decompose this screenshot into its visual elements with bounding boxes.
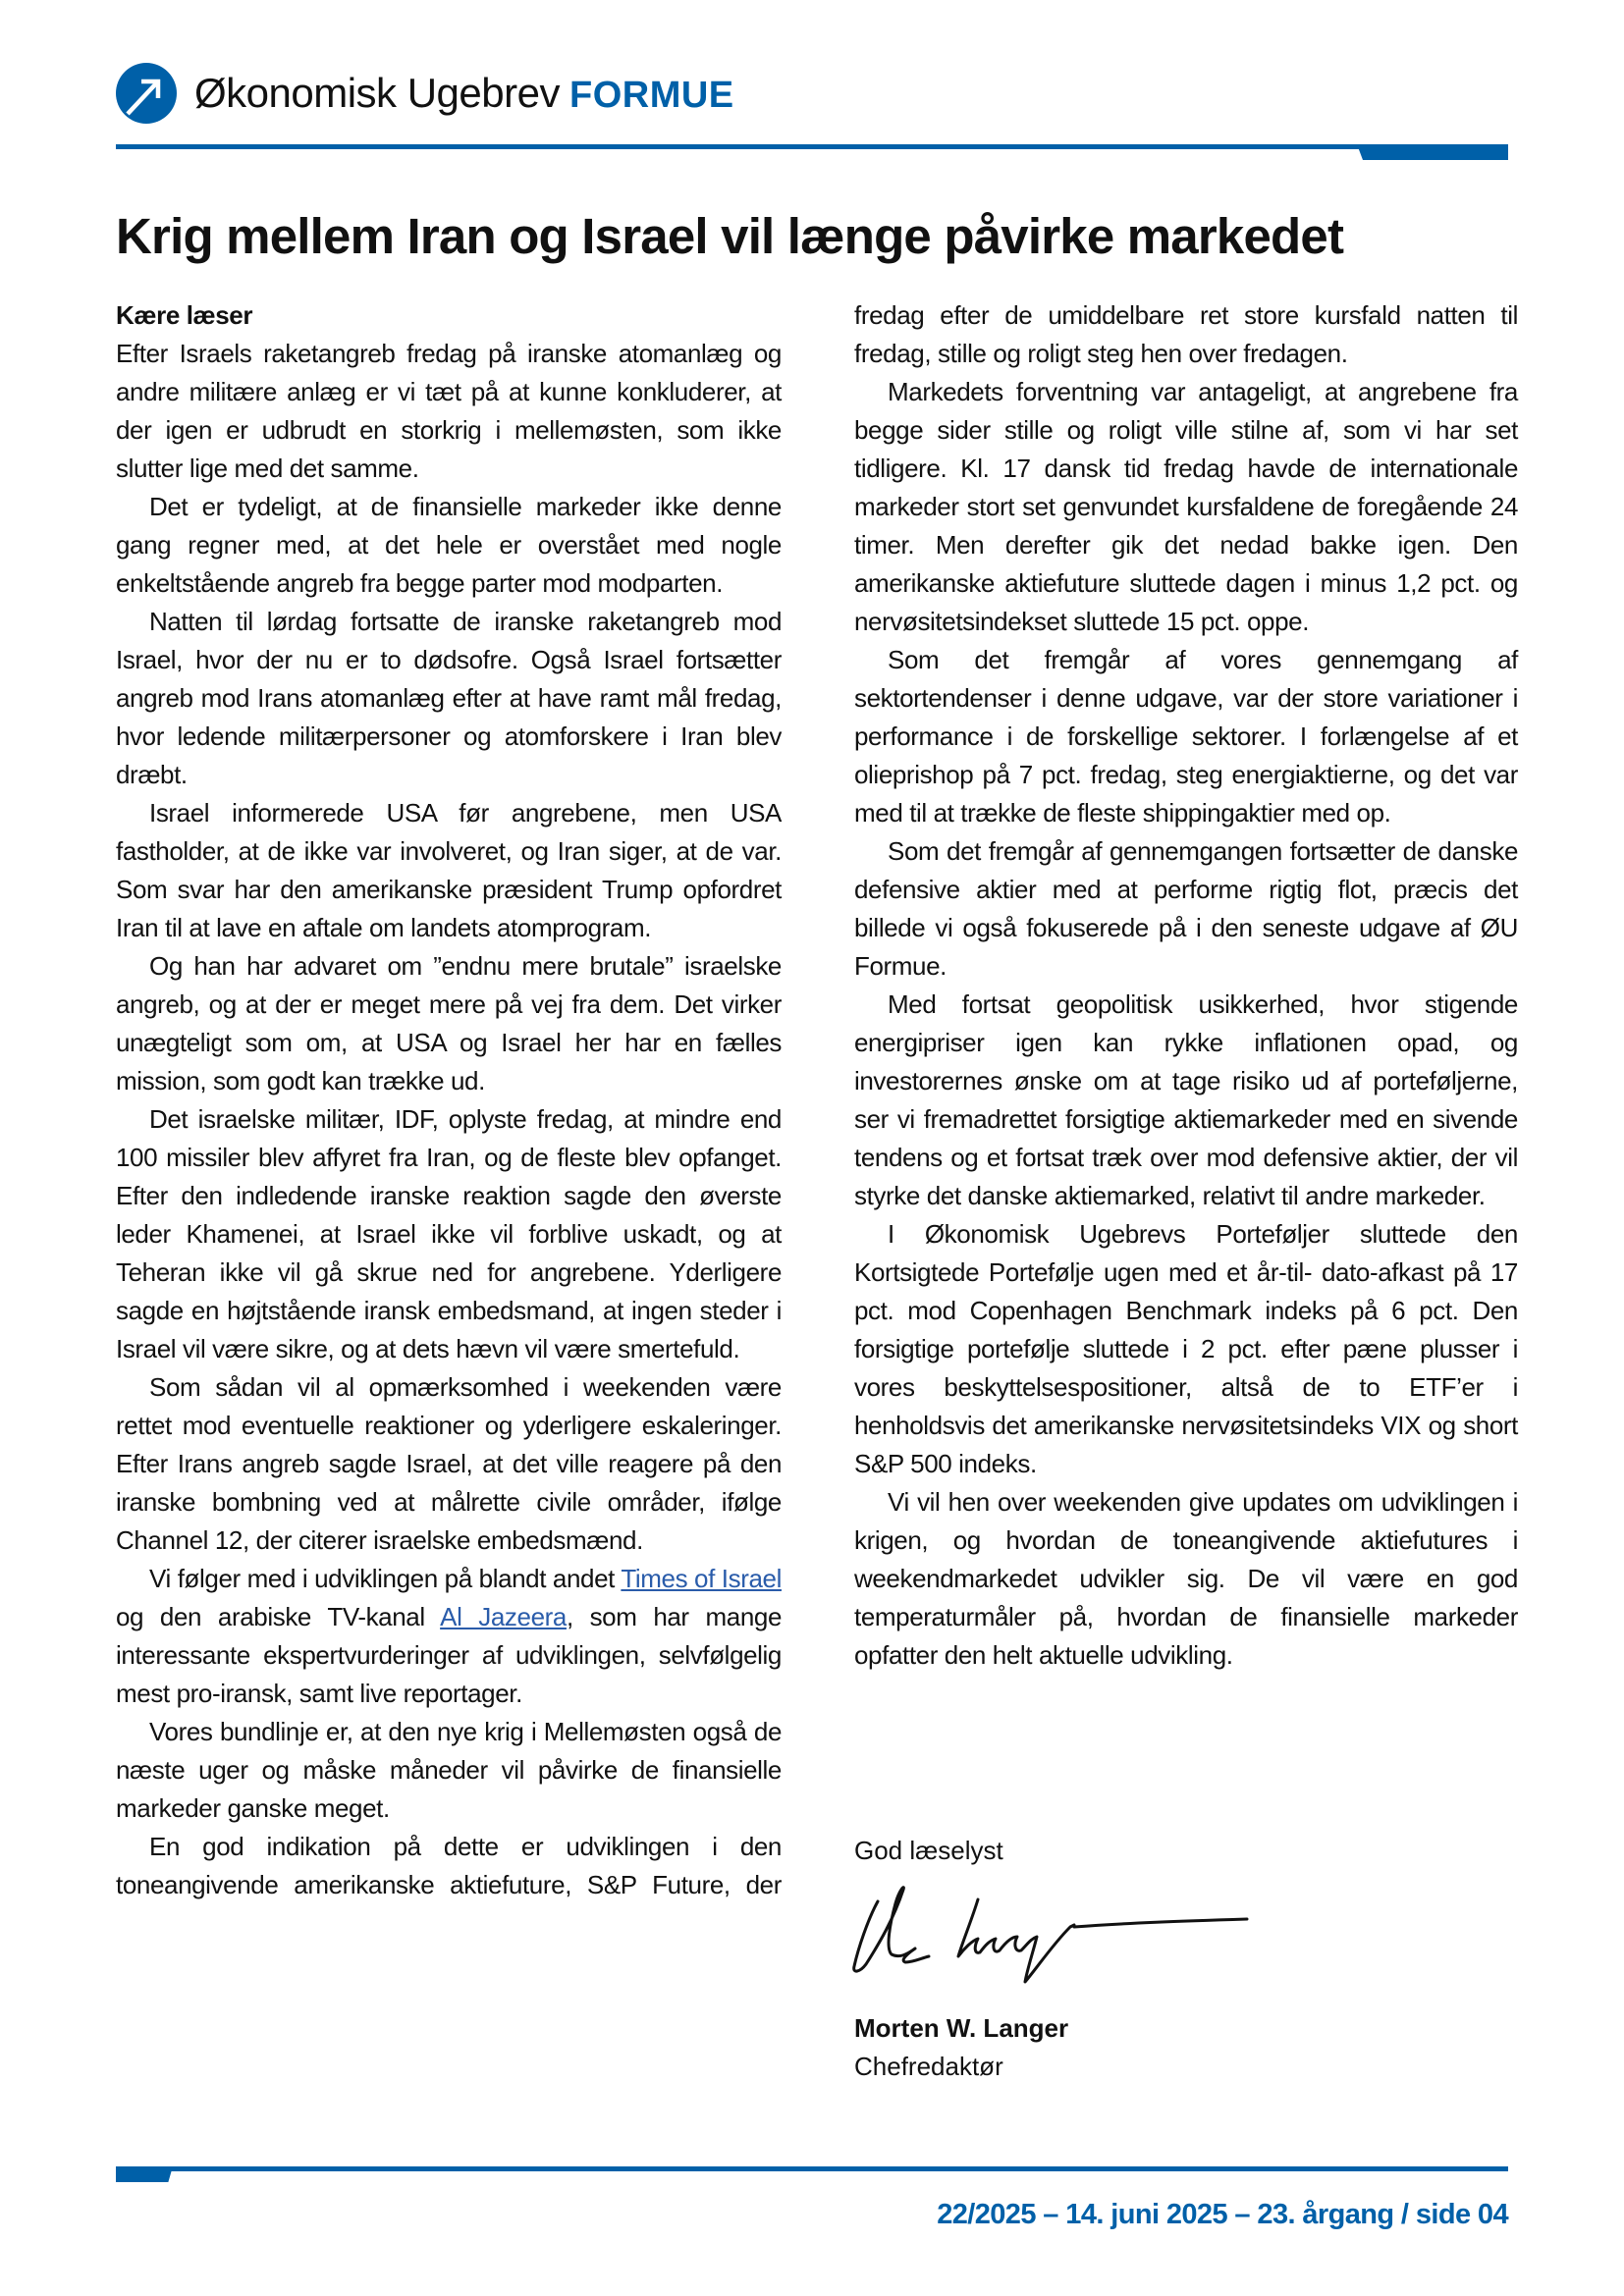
closing-greeting: God læselyst	[854, 1836, 1003, 1865]
brand-section: FORMUE	[568, 75, 734, 116]
paragraph: Efter Israels raketangreb fredag på iranske atomanlæg og andre militære anlæg er vi tæt på at kunne konkluderer, at der igen er udbrudt en storkrig i mellemøsten, som ikke slutter lige med det samme.	[116, 339, 782, 483]
header-rule-accent	[1357, 144, 1508, 160]
paragraph: En god indikation på dette er udviklingen i den toneangivende amerikanske aktiefuture, S&P Future, der	[116, 1832, 782, 1899]
paragraph: fredag efter de umiddelbare ret store kursfald natten til fredag, stille og roligt steg hen over fredagen.	[854, 300, 1518, 368]
paragraph: Med fortsat geopolitisk usikkerhed, hvor stigende energipriser igen kan rykke inflationen opad, og investorernes ønske om at tage risiko ud af porteføljerne, ser vi fremadrettet forsigtige aktiemarkeder med en sivende tendens og et fortsat træk over mod defensive aktier, der vil styrke det danske aktiemarked, relativt til andre markeder.	[854, 989, 1518, 1210]
issue-info: 22/2025 – 14. juni 2025 – 23. årgang / side 04	[937, 2199, 1508, 2230]
footer-rule-accent	[116, 2166, 173, 2182]
header-rule	[116, 144, 1508, 149]
paragraph: Som det fremgår af vores gennemgang af sektortendenser i denne udgave, var der store variationer i performance i de forskellige sektorer. I forlængelse af et olieprishop på 7 pct. fredag, steg energiaktierne, og det var med til at trække de fleste shippingaktier med op.	[854, 645, 1518, 828]
paragraph: Som sådan vil al opmærksomhed i weekenden være rettet mod eventuelle reaktioner og yderligere eskaleringer. Efter Irans angreb sagde Israel, at det ville reagere på den iranske bombning ved at målrette civile områder, ifølge Channel 12, der citerer israelske embedsmænd.	[116, 1372, 782, 1555]
article-column-right	[854, 296, 1518, 1675]
salutation: Kære læser	[116, 300, 253, 330]
author-role: Chefredaktør	[854, 2052, 1003, 2081]
paragraph: Vores bundlinje er, at den nye krig i Mellemøsten også de næste uger og måske måneder vil påvirke de finansielle markeder ganske meget.	[116, 1717, 782, 1823]
paragraph: I Økonomisk Ugebrevs Porteføljer sluttede den Kortsigtede Portefølje ugen med et år-til- dato-afkast på 17 pct. mod Copenhagen Benchmark indeks på 6 pct. Den forsigtige portefølje sluttede i 2 pct. efter pæne plusser i vores beskyttelsespositioner, altså de to ETF’er i henholdsvis det amerikanske nervøsitetsindeks VIX og short S&P 500 indeks.	[854, 1219, 1518, 1478]
paragraph-with-links	[116, 1560, 782, 1713]
paragraph: Natten til lørdag fortsatte de iranske raketangreb mod Israel, hvor der nu er to dødsofre. Også Israel fortsætter angreb mod Irans atomanlæg efter at have ramt mål fredag, hvor ledende militærpersoner og atomforskere i Iran blev dræbt.	[116, 607, 782, 789]
paragraph: Som det fremgår af gennemgangen fortsætter de danske defensive aktier med at performe rigtig flot, præcis det billede vi også fokuserede på i den seneste udgave af ØU Formue.	[854, 836, 1518, 981]
author-block	[854, 2009, 1068, 2086]
text: , som har mange interessante ekspertvurderinger af udviklingen, selvfølgelig mest pro-iransk, samt live reportager.	[116, 1602, 783, 1708]
text: og den arabiske TV-kanal	[116, 1602, 441, 1631]
paragraph: Vi vil hen over weekenden give updates om udviklingen i krigen, og hvordan de toneangivende aktiefutures i weekendmarkedet udvikler sig. De vil være en god temperaturmåler på, hvordan de finansielle markeder opfatter den helt aktuelle udvikling.	[854, 1487, 1518, 1670]
text: Vi følger med i udviklingen på blandt andet	[149, 1564, 622, 1593]
paragraph: Det israelske militær, IDF, oplyste fredag, at mindre end 100 missiler blev affyret fra Iran, og de fleste blev opfanget. Efter den indledende iranske reaktion sagde den øverste leder Khamenei, at Israel ikke vil forblive uskadt, og at Teheran ikke vil gå skrue ned for angrebene. Yderligere sagde en højtstående iransk embedsmand, at ingen steder i Israel vil være sikre, og at dets hævn vil være smertefuld.	[116, 1104, 782, 1363]
paragraph: Israel informerede USA før angrebene, men USA fastholder, at de ikke var involveret, og Iran siger, at de var. Som svar har den amerikanske præsident Trump opfordret Iran til at lave en aftale om landets atomprogram.	[116, 798, 782, 942]
article-column-left	[116, 296, 782, 1904]
paragraph: Det er tydeligt, at de finansielle markeder ikke denne gang regner med, at det hele er overstået med nogle enkeltstående angreb fra begge parter mod modparten.	[116, 492, 782, 598]
logo-arrow-icon	[116, 63, 177, 124]
signature-icon	[850, 1880, 1263, 1988]
footer-rule	[116, 2166, 1508, 2171]
masthead	[194, 69, 734, 120]
link-times-of-israel[interactable]: Times of Israel	[621, 1564, 782, 1593]
paragraph: Markedets forventning var antageligt, at angrebene fra begge sider stille og roligt ville stilne af, som vi har set tidligere. Kl. 17 dansk tid fredag havde de internationale markeder stort set genvundet kursfaldene de foregående 24 timer. Men derefter gik det nedad bakke igen. Den amerikanske aktiefuture sluttede dagen i minus 1,2 pct. og nervøsitetsindekset sluttede 15 pct. oppe.	[854, 377, 1518, 636]
article-title: Krig mellem Iran og Israel vil længe påvirke markedet	[116, 208, 1344, 264]
paragraph: Og han har advaret om ”endnu mere brutale” israelske angreb, og at der er meget mere på vej fra dem. Det virker unægteligt som om, at USA og Israel her har en fælles mission, som godt kan trække ud.	[116, 951, 782, 1095]
brand-name: Økonomisk Ugebrev	[194, 70, 560, 116]
author-name: Morten W. Langer	[854, 2013, 1069, 2043]
link-al-jazeera[interactable]: Al Jazeera	[440, 1602, 567, 1631]
